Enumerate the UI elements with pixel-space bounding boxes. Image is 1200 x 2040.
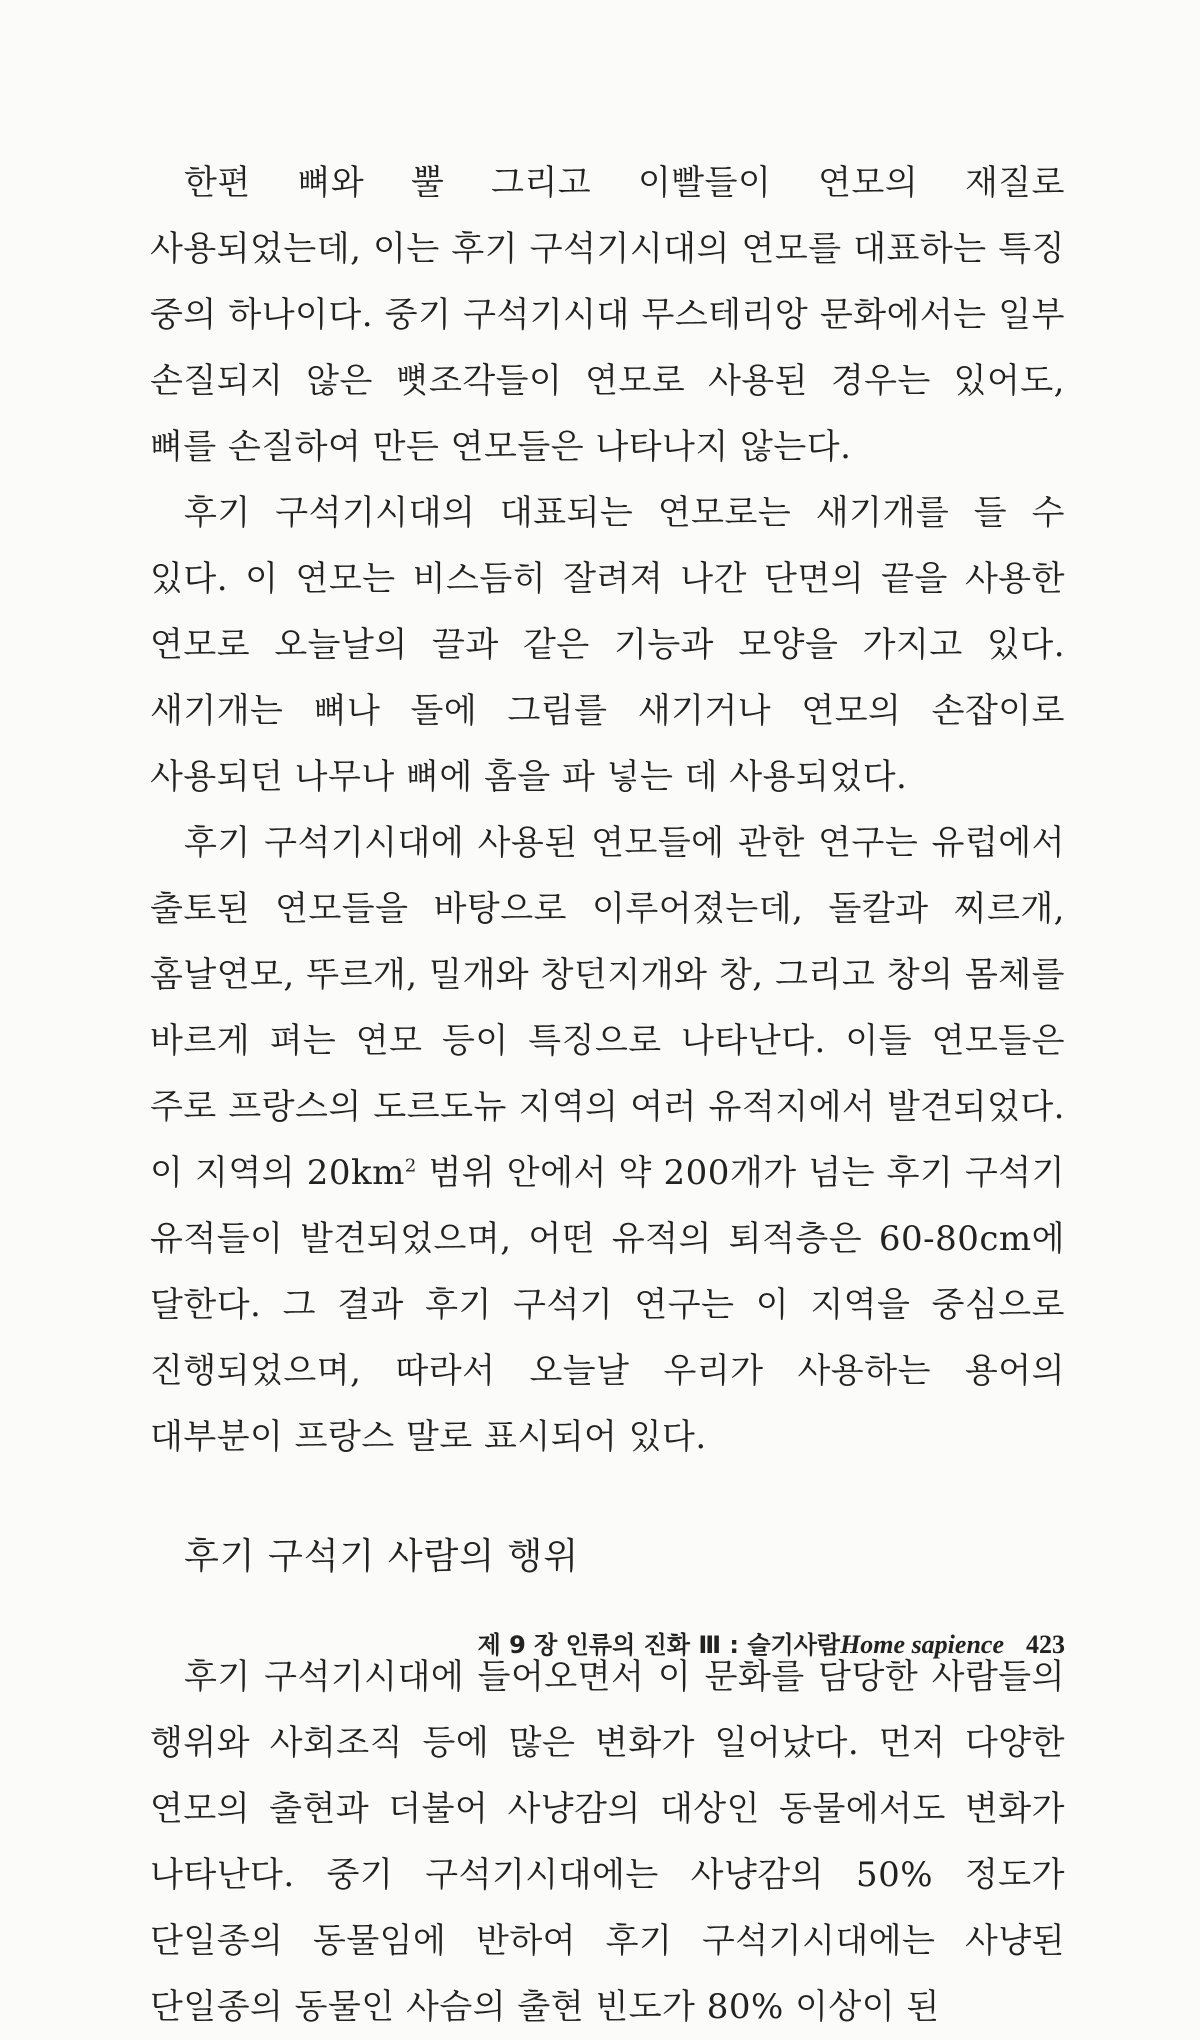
page-body: [150, 150, 1065, 2040]
paragraph-3: [150, 810, 1065, 1470]
superscript-2: 2: [404, 1155, 417, 1177]
paragraph-3-text-b: 범위 안에서 약 200개가 넘는 후기 구석기 유적들이 발견되었으며, 어떤 유적의 퇴적층은 60-80cm에 달한다. 그 결과 후기 구석기 연구는 이 지역을 중심으로 진행되었으며, 따라서 오늘날 우리가 사용하는 용어의 대부분이 프랑스 말로 표시되어 있다.: [150, 1153, 1065, 1457]
paragraph-2: 후기 구석기시대의 대표되는 연모로는 새기개를 들 수 있다. 이 연모는 비스듬히 잘려져 나간 단면의 끝을 사용한 연모로 오늘날의 끌과 같은 기능과 모양을 가지고 있다. 새기개는 뼈나 돌에 그림를 새기거나 연모의 손잡이로 사용되던 나무나 뼈에 홈을 파 넣는 데 사용되었다.: [150, 493, 1065, 797]
footer-chapter: 제 9 장 인류의 진화 Ⅲ : 슬기사람: [477, 1631, 841, 1659]
footer-chapter-en: Home sapience: [840, 1630, 1004, 1659]
paragraph-3-text-a: 후기 구석기시대에 사용된 연모들에 관한 연구는 유럽에서 출토된 연모들을 바탕으로 이루어졌는데, 돌칼과 찌르개, 홈날연모, 뚜르개, 밀개와 창던지개와 창, 그리고 창의 몸체를 바르게 펴는 연모 등이 특징으로 나타난다. 이들 연모들은 주로 프랑스의 도르도뉴 지역의 여러 유적지에서 발견되었다. 이 지역의 20km: [150, 823, 1065, 1193]
page-footer: [150, 1625, 1065, 1660]
paragraph-4: 후기 구석기시대에 들어오면서 이 문화를 담당한 사람들의 행위와 사회조직 등에 많은 변화가 일어났다. 먼저 다양한 연모의 출현과 더불어 사냥감의 대상인 동물에서도 변화가 나타난다. 중기 구석기시대에는 사냥감의 50% 정도가 단일종의 동물임에 반하여 후기 구석기시대에는 사냥된 단일종의 동물인 사슴의 출현 빈도가 80% 이상이 된: [150, 1657, 1065, 2027]
page-number: 423: [1026, 1630, 1065, 1659]
section-heading: 후기 구석기 사람의 행위: [184, 1536, 580, 1577]
paragraph-1: 한편 뼈와 뿔 그리고 이빨들이 연모의 재질로 사용되었는데, 이는 후기 구석기시대의 연모를 대표하는 특징 중의 하나이다. 중기 구석기시대 무스테리앙 문화에서는 일부 손질되지 않은 뼛조각들이 연모로 사용된 경우는 있어도, 뼈를 손질하여 만든 연모들은 나타나지 않는다.: [150, 163, 1065, 467]
